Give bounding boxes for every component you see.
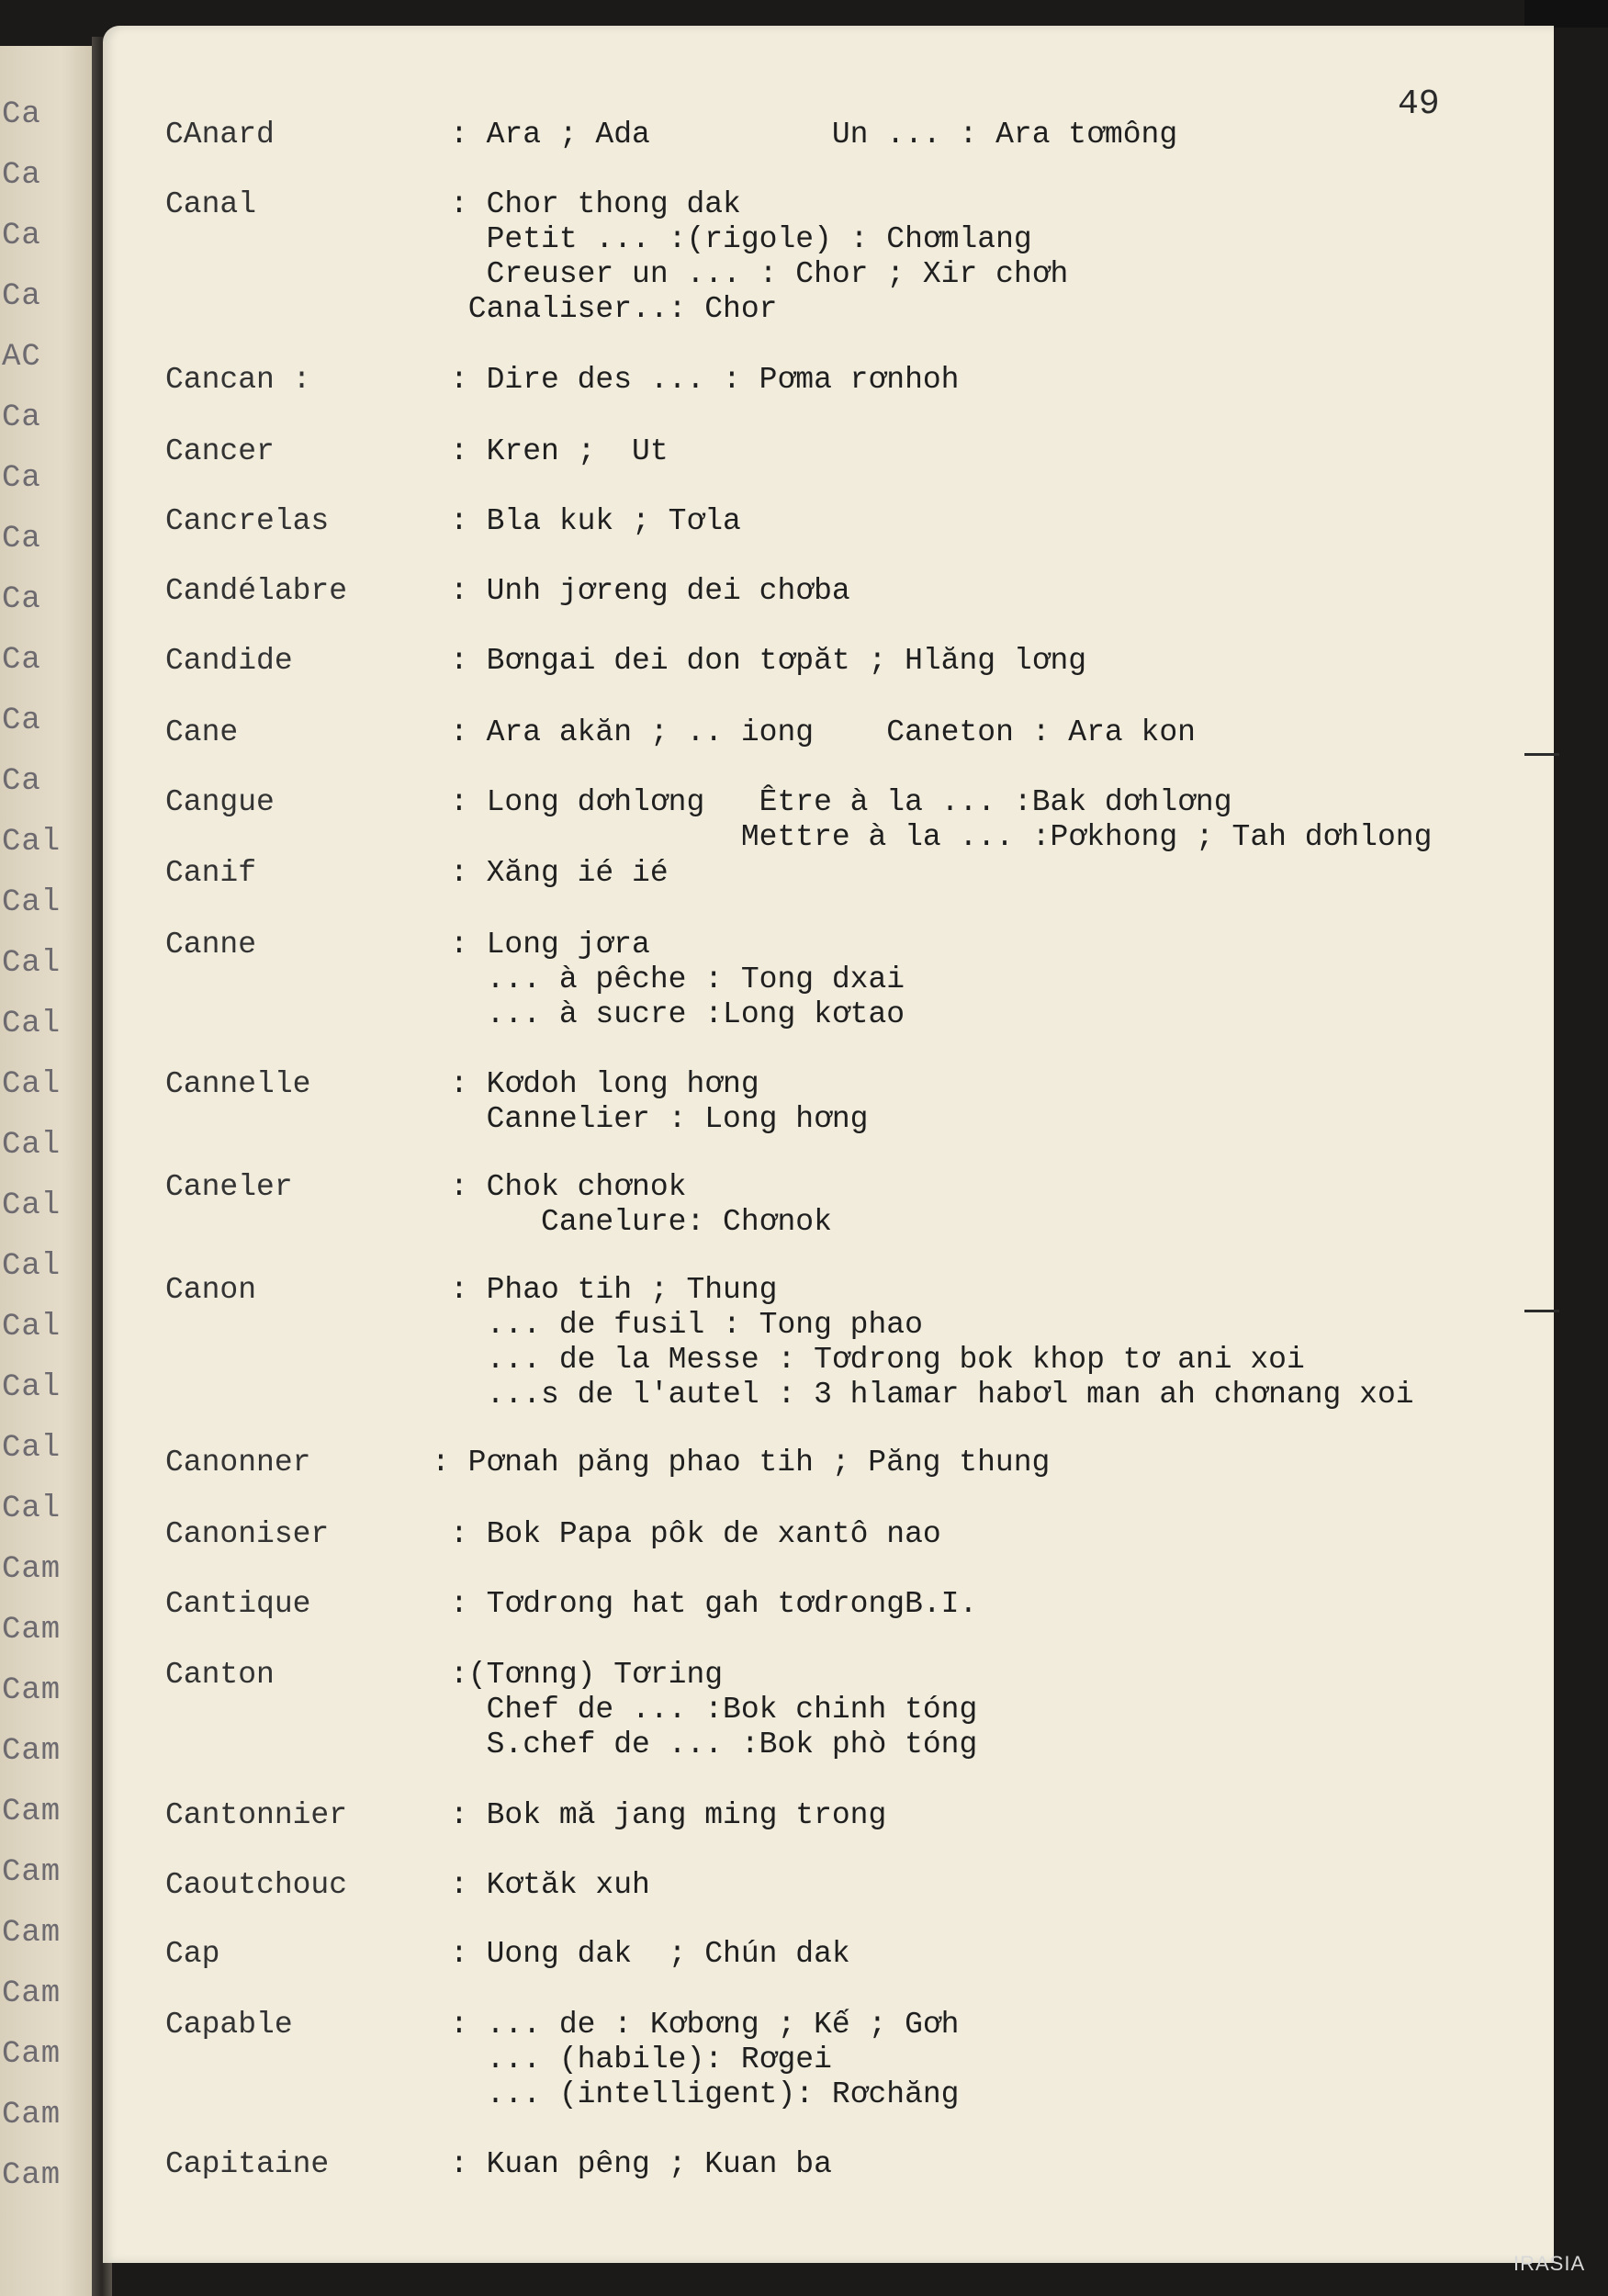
definition-line: : Uong dak ; Chún dak: [450, 1937, 850, 1971]
headword: [165, 1658, 275, 1693]
headword-text: Candélabre: [165, 574, 348, 608]
definition-line: : ... de : Kơbơng ; Kế ; Gơh: [450, 2008, 960, 2042]
headword: [165, 1170, 293, 1205]
headword-text: Canoniser: [165, 1517, 330, 1551]
previous-page-margin-text: Cam: [2, 1795, 62, 1829]
previous-page-margin-text: Ca: [2, 703, 41, 738]
headword-text: Cap: [165, 1937, 220, 1971]
headword: [165, 1937, 219, 1972]
headword: [165, 1273, 256, 1308]
headword-text: Cane: [165, 715, 239, 749]
headword: [165, 1798, 347, 1833]
headword-text: Canonner: [165, 1446, 311, 1480]
definition-line: : Unh jơreng dei chơba: [450, 574, 850, 608]
definition: [450, 118, 1177, 152]
definition-line: : Bok mă jang ming trong: [450, 1798, 887, 1832]
definition-line: : Xăng ié ié: [450, 856, 669, 890]
previous-page-margin-text: Ca: [2, 461, 41, 496]
definition: [450, 785, 1432, 855]
definition: [450, 574, 850, 609]
definition: [450, 1798, 886, 1833]
headword: [165, 434, 275, 469]
headword: [165, 644, 293, 679]
definition: [450, 504, 741, 539]
definition: [450, 1517, 941, 1552]
definition-line: : Kuan pêng ; Kuan ba: [450, 2147, 832, 2181]
headword: [165, 118, 275, 152]
definition-line: : Chor thong dak: [450, 187, 741, 221]
definition: [450, 1273, 1414, 1412]
definition-line: : Long jơra: [450, 928, 650, 962]
previous-page-margin-text: Cam: [2, 2158, 62, 2193]
headword-text: Cangue: [165, 785, 275, 819]
definition-line: : Phao tih ; Thung: [450, 1273, 778, 1307]
definition-line: ... à sucre :Long kơtao: [450, 997, 905, 1031]
scan-corner: [1524, 0, 1608, 28]
previous-page-margin-text: Cam: [2, 1855, 62, 1890]
previous-page-margin-text: Cam: [2, 1976, 62, 2011]
headword-text: Canal: [165, 187, 257, 221]
definition-line: : Kơdoh long hơng: [450, 1067, 759, 1101]
previous-page-margin-text: Cam: [2, 1552, 62, 1587]
definition-line: : Bơngai dei don tơpăt ; Hlăng lơng: [450, 644, 1087, 678]
definition: [450, 856, 669, 891]
headword-text: Capable: [165, 2008, 293, 2042]
previous-page-margin-text: Cam: [2, 2098, 62, 2133]
previous-page-margin-text: Ca: [2, 219, 41, 253]
definition-line: : Dire des ... : Pơma rơnhoh: [450, 363, 960, 397]
headword: [165, 1868, 347, 1903]
headword-text: Capitaine: [165, 2147, 330, 2181]
definition-line: ... à pêche : Tong dxai: [450, 962, 905, 996]
definition-line: ... (habile): Rơgei: [450, 2043, 832, 2077]
previous-page-margin-text: Cal: [2, 1491, 62, 1526]
previous-page-margin-text: Cal: [2, 1007, 62, 1041]
headword: [165, 574, 347, 609]
previous-page-margin-text: Cal: [2, 825, 62, 860]
definition-line: ...s de l'autel : 3 hlamar habơl man ah chơnang xoi: [450, 1378, 1414, 1412]
previous-page-margin-text: AC: [2, 340, 41, 375]
headword: [165, 504, 329, 539]
headword: [165, 1517, 329, 1552]
definition: [450, 715, 1196, 750]
definition-line: : Ara ; Ada Un ... : Ara tơmông: [450, 118, 1178, 152]
headword: [165, 2147, 329, 2182]
definition-line: : Long dơhlơng Être à la ... :Bak dơhlơng: [450, 785, 1232, 819]
previous-page-margin-text: Cal: [2, 1370, 62, 1405]
definition-line: : Kren ; Ut: [450, 434, 669, 468]
definition-line: : Pơnah păng phao tih ; Păng thung: [432, 1446, 1051, 1480]
definition-line: ... (intelligent): Rơchăng: [450, 2077, 960, 2111]
definition-line: S.chef de ... :Bok phò tóng: [450, 1728, 978, 1761]
definition-line: Mettre à la ... :Pơkhong ; Tah dơhlong: [450, 820, 1433, 854]
previous-page-margin-text: Cal: [2, 1310, 62, 1345]
definition: [450, 1868, 650, 1903]
headword: [165, 928, 256, 962]
previous-page-margin-text: Cal: [2, 946, 62, 981]
definition: [450, 928, 905, 1032]
headword: [165, 2008, 293, 2043]
headword-text: Cantique: [165, 1587, 311, 1621]
headword: [165, 1587, 310, 1622]
previous-page-margin-text: Cam: [2, 2037, 62, 2072]
headword-text: CAnard: [165, 118, 275, 152]
watermark: IRASIA: [1513, 2252, 1586, 2275]
headword-text: Cancer: [165, 434, 275, 468]
definition-line: Canaliser..: Chor: [450, 292, 778, 326]
previous-page-margin-text: Cal: [2, 1128, 62, 1163]
headword: [165, 363, 310, 398]
headword-text: Cancan :: [165, 363, 311, 397]
definition-line: : Bla kuk ; Tơla: [450, 504, 741, 538]
definition-line: : Bok Papa pôk de xantô nao: [450, 1517, 941, 1551]
margin-tick-2: [1524, 1310, 1559, 1312]
previous-page-margin-text: Ca: [2, 97, 41, 132]
headword-text: Candide: [165, 644, 293, 678]
headword-text: Caneler: [165, 1170, 293, 1204]
headword-text: Cancrelas: [165, 504, 330, 538]
headword-text: Caoutchouc: [165, 1868, 348, 1902]
previous-page-margin-text: Cam: [2, 1916, 62, 1951]
headword: [165, 785, 275, 820]
definition: [450, 2008, 960, 2112]
definition: [450, 1658, 977, 1762]
headword: [165, 1446, 310, 1480]
previous-page-margin-text: Ca: [2, 643, 41, 678]
definition-line: Chef de ... :Bok chinh tóng: [450, 1693, 978, 1727]
definition-line: : Tơdrong hat gah tơdrongB.I.: [450, 1587, 978, 1621]
previous-page-margin-text: Ca: [2, 764, 41, 799]
definition-line: Cannelier : Long hơng: [450, 1102, 869, 1136]
definition-line: : Kơtăk xuh: [450, 1868, 650, 1902]
definition: [450, 2147, 832, 2182]
previous-page-margin-text: Ca: [2, 279, 41, 314]
previous-page-margin-text: Cam: [2, 1613, 62, 1648]
dictionary-page: [103, 26, 1554, 2263]
definition-line: ... de fusil : Tong phao: [450, 1308, 923, 1342]
definition: [450, 1937, 850, 1972]
definition: [450, 644, 1086, 679]
definition: [450, 1170, 832, 1240]
definition-line: Petit ... :(rigole) : Chơmlang: [450, 222, 1032, 256]
definition-line: : Chok chơnok: [450, 1170, 687, 1204]
previous-page-margin-text: Cal: [2, 1188, 62, 1223]
definition: [450, 363, 960, 398]
headword: [165, 1067, 310, 1102]
definition: [450, 187, 1068, 327]
headword: [165, 187, 256, 222]
definition: [450, 1067, 868, 1137]
previous-page-margin-text: Ca: [2, 400, 41, 435]
previous-page-margin-text: Ca: [2, 582, 41, 617]
previous-page-margin-text: Cal: [2, 1067, 62, 1102]
headword-text: Cantonnier: [165, 1798, 348, 1832]
definition: [450, 1587, 977, 1622]
definition-line: Canelure: Chơnok: [450, 1205, 832, 1239]
headword: [165, 856, 256, 891]
definition: [432, 1446, 1050, 1480]
definition: [450, 434, 669, 469]
headword-text: Cannelle: [165, 1067, 311, 1101]
headword-text: Canton: [165, 1658, 275, 1692]
previous-page-margin-text: Cal: [2, 885, 62, 920]
headword-text: Canne: [165, 928, 257, 962]
definition-line: :(Tơnng) Tơring: [450, 1658, 724, 1692]
page-number: 49: [1398, 84, 1440, 124]
definition-line: Creuser un ... : Chor ; Xir chơh: [450, 257, 1069, 291]
headword: [165, 715, 238, 750]
previous-page-margin-text: Ca: [2, 522, 41, 557]
previous-page-margin-text: Ca: [2, 158, 41, 193]
margin-tick-1: [1524, 753, 1559, 756]
previous-page-margin-text: Cam: [2, 1673, 62, 1708]
headword-text: Canif: [165, 856, 257, 890]
headword-text: Canon: [165, 1273, 257, 1307]
definition-line: : Ara akăn ; .. iong Caneton : Ara kon: [450, 715, 1196, 749]
previous-page-margin-text: Cal: [2, 1431, 62, 1466]
previous-page-margin-text: Cam: [2, 1734, 62, 1769]
previous-page-margin-text: Cal: [2, 1249, 62, 1284]
definition-line: ... de la Messe : Tơdrong bok khop tơ ani xoi: [450, 1343, 1305, 1377]
previous-page-edge: [0, 46, 103, 2296]
